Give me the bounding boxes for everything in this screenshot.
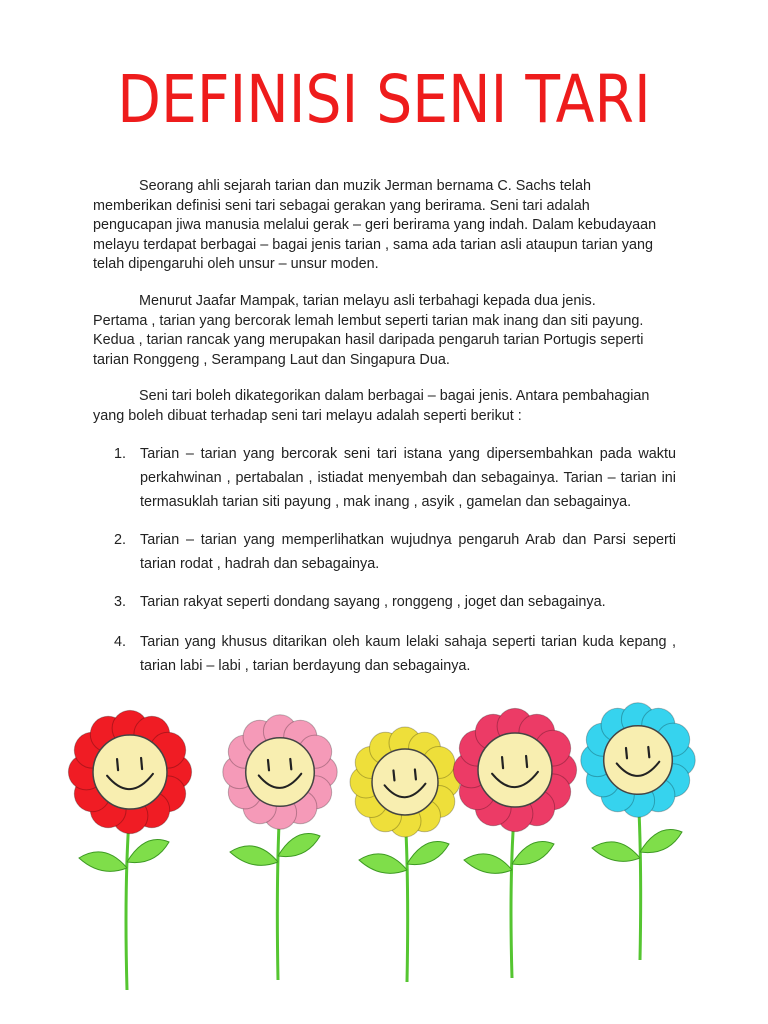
flower-eye: [648, 747, 649, 757]
paragraph-1: [93, 177, 675, 275]
list-number: 4.: [114, 634, 127, 650]
flower-leaf-left: [359, 854, 407, 873]
yellow-smiley-flower-icon: [350, 727, 460, 982]
paragraph-line: Menurut Jaafar Mampak, tarian melayu asli terbahagi kepada dua jenis.: [139, 293, 596, 309]
red-smiley-flower-icon: [68, 710, 191, 990]
flower-eye: [526, 756, 527, 767]
flower-face: [604, 726, 673, 795]
paragraph-line: tarian Ronggeng , Serampang Laut dan Singapura Dua.: [93, 351, 450, 368]
list-number: 3.: [114, 594, 127, 610]
flower-leaf-right: [407, 842, 449, 865]
flower-face: [246, 738, 315, 807]
pink-smiley-flower-icon: [223, 715, 337, 980]
flower-leaf-left: [592, 842, 640, 861]
page-title: DEFINISI SENI TARI: [117, 61, 651, 138]
flower-leaf-right: [512, 842, 554, 865]
flower-eye: [502, 757, 503, 768]
list-text: Tarian yang khusus ditarikan oleh kaum lelaki sahaja seperti tarian kuda kepang , tarian labi – labi , tarian berdayung dan sebagainya.: [140, 634, 676, 674]
flower-eye: [290, 759, 291, 769]
flower-eye: [415, 769, 416, 779]
flower-leaf-right: [640, 830, 682, 853]
list-text: Tarian – tarian yang memperlihatkan wujudnya pengaruh Arab dan Parsi seperti tarian rodat , hadrah dan sebagainya.: [140, 532, 676, 572]
smiley-flowers-illustration: [60, 690, 710, 990]
paragraph-line: yang boleh dibuat terhadap seni tari melayu adalah seperti berikut :: [93, 407, 522, 424]
list-number: 2.: [114, 532, 127, 548]
flower-face: [478, 733, 552, 807]
crimson-smiley-flower-icon: [453, 708, 576, 978]
paragraph-line: memberikan definisi seni tari sebagai gerakan yang berirama. Seni tari adalah: [93, 197, 590, 214]
flower-leaf-right: [278, 834, 320, 857]
flower-face: [372, 749, 438, 815]
flower-eye: [626, 748, 627, 758]
flower-stem: [277, 803, 280, 980]
paragraph-line: melayu terdapat berbagai – bagai jenis tarian , sama ada tarian asli ataupun tarian yang: [93, 236, 653, 253]
flower-leaf-left: [230, 846, 278, 865]
flower-eye: [268, 760, 269, 770]
flower-stem: [405, 812, 408, 982]
flower-leaf-right: [127, 840, 169, 863]
cyan-smiley-flower-icon: [581, 703, 695, 960]
paragraph-line: pengucapan jiwa manusia melalui gerak – geri berirama yang indah. Dalam kebudayaan: [93, 217, 657, 233]
paragraph-line: Seni tari boleh dikategorikan dalam berbagai – bagai jenis. Antara pembahagian: [139, 388, 650, 404]
paragraph-3: [93, 387, 675, 426]
flower-eye: [141, 758, 142, 769]
flower-leaf-left: [464, 854, 512, 873]
paragraph-line: telah dipengaruhi oleh unsur – unsur moden.: [93, 256, 379, 272]
flower-eye: [393, 770, 394, 780]
flower-eye: [117, 759, 118, 770]
list-number: 1.: [114, 446, 127, 462]
list-text: Tarian – tarian yang bercorak seni tari istana yang dipersembahkan pada waktu perkahwinan , pertabalan , istiadat menyembah dan sebagainya. Tarian – tarian ini termasuklah tarian siti payung , mak inang , asyik , gamelan dan sebagainya.: [140, 446, 676, 510]
paragraph-line: Pertama , tarian yang bercorak lemah lembut seperti tarian mak inang dan siti payung.: [93, 312, 644, 329]
paragraph-line: Seorang ahli sejarah tarian dan muzik Jerman bernama C. Sachs telah: [139, 178, 591, 194]
flower-leaf-left: [79, 852, 127, 871]
paragraph-line: Kedua , tarian rancak yang merupakan hasil daripada pengaruh tarian Portugis seperti: [93, 332, 644, 348]
list-text: Tarian rakyat seperti dondang sayang , ronggeng , joget dan sebagainya.: [140, 594, 606, 610]
paragraph-2: [93, 292, 675, 370]
flower-face: [93, 735, 167, 809]
